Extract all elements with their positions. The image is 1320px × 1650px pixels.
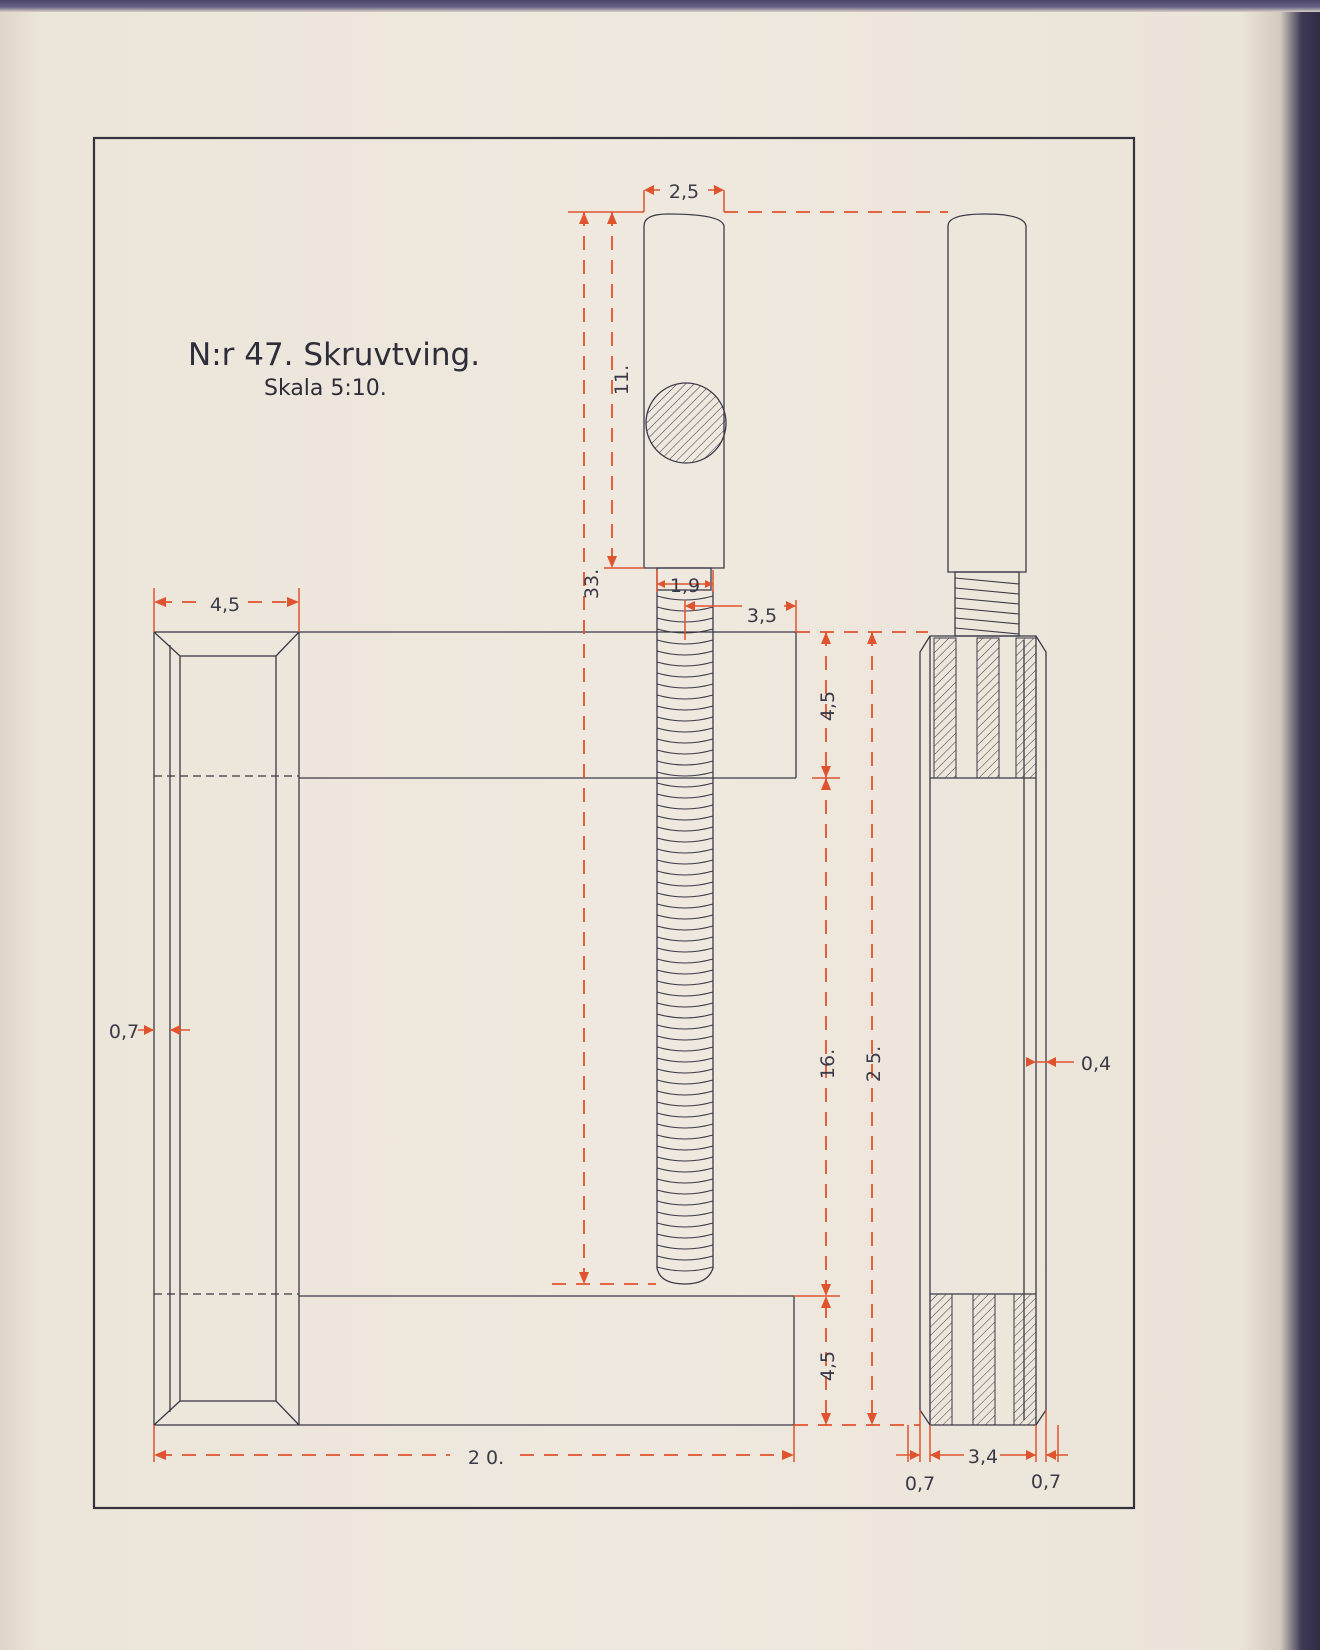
screw-thread-line <box>657 1003 713 1007</box>
screw-thread-line <box>657 915 713 919</box>
screw-thread-line <box>657 1091 713 1095</box>
side-thread-line <box>955 578 1019 584</box>
dim-handle-length: 11. <box>611 364 633 396</box>
dim-screw-length: 33. <box>581 568 603 600</box>
screw-thread-line <box>657 1157 713 1161</box>
dim-handle-width: 2,5 <box>668 181 700 203</box>
screw-thread-line <box>657 1113 713 1117</box>
screw-thread-line <box>657 1102 713 1106</box>
screw-thread-line <box>657 717 713 721</box>
screw-thread-line <box>657 816 713 820</box>
screw-thread-line <box>657 893 713 897</box>
dim-side-bottom-right: 0,7 <box>1030 1471 1062 1493</box>
screw-thread-line <box>657 970 713 974</box>
dim-side-inner-width: 3,4 <box>967 1446 999 1468</box>
side-thread-line <box>955 618 1019 624</box>
screw-thread-line <box>657 684 713 688</box>
screw-thread-line <box>657 1234 713 1238</box>
screw-thread-line <box>657 739 713 743</box>
screw-thread-line <box>657 794 713 798</box>
screw-thread-line <box>657 1069 713 1073</box>
screw-thread-line <box>657 1223 713 1227</box>
side-thread-line <box>955 588 1019 594</box>
screw-thread-line <box>657 1036 713 1040</box>
screw-thread-line <box>657 1190 713 1194</box>
side-thread-line <box>955 628 1019 634</box>
screw-thread-line <box>657 640 713 644</box>
dim-inner-opening: 16. <box>817 1048 839 1080</box>
screw-thread-line <box>657 772 713 776</box>
dim-side-bottom-left: 0,7 <box>904 1473 936 1495</box>
dim-jaw-width: 4,5 <box>209 594 241 616</box>
screw-thread-line <box>657 706 713 710</box>
screw-thread-line <box>657 761 713 765</box>
screw-thread-line <box>657 1080 713 1084</box>
dim-total-height: 2 5. <box>863 1045 885 1083</box>
screw-thread-line <box>657 1047 713 1051</box>
screw-thread-line <box>657 838 713 842</box>
screw-thread-line <box>657 1135 713 1139</box>
screw-thread-line <box>657 827 713 831</box>
drawing-title: N:r 47. Skruvtving. <box>188 337 481 373</box>
screw-thread-line <box>657 1124 713 1128</box>
dim-screw-diameter: 1,9 <box>669 575 701 597</box>
screw-thread-line <box>657 959 713 963</box>
dim-total-length: 2 0. <box>467 1447 505 1469</box>
screw-thread-line <box>657 1146 713 1150</box>
screw-thread-line <box>657 1256 713 1260</box>
drawing-scale: Skala 5:10. <box>264 376 387 401</box>
screw-thread-line <box>657 1245 713 1249</box>
screw-thread-line <box>657 783 713 787</box>
screw-thread-line <box>657 1025 713 1029</box>
side-thread-line <box>955 608 1019 614</box>
clamp-frame-front-view <box>154 632 796 1425</box>
screw-thread-line <box>657 1201 713 1205</box>
screw-thread-line <box>657 805 713 809</box>
screw-thread-line <box>657 937 713 941</box>
dim-edge-left: 0,7 <box>108 1021 140 1043</box>
screw-thread-line <box>657 860 713 864</box>
screw-thread-line <box>657 948 713 952</box>
screw-thread-line <box>657 651 713 655</box>
screw-thread-line <box>657 673 713 677</box>
side-thread-line <box>955 598 1019 604</box>
screw-thread-line <box>657 695 713 699</box>
screw-thread-line <box>657 926 713 930</box>
screw-thread-line <box>657 981 713 985</box>
screw-thread-line <box>657 1014 713 1018</box>
dim-jaw-overhang: 3,5 <box>746 605 778 627</box>
screw-thread-line <box>657 904 713 908</box>
screw-thread-line <box>657 728 713 732</box>
screw-thread-line <box>657 1179 713 1183</box>
dim-side-edge: 0,4 <box>1080 1053 1112 1075</box>
screw-thread-line <box>657 849 713 853</box>
dim-jaw-bottom-height: 4,5 <box>817 1350 839 1382</box>
screw-thread-line <box>657 1267 713 1271</box>
screw-thread-line <box>657 871 713 875</box>
screw-thread-line <box>657 662 713 666</box>
screw-thread-line <box>657 750 713 754</box>
clamp-side-view <box>920 214 1046 1425</box>
dim-jaw-top-height: 4,5 <box>817 690 839 722</box>
screw-front-view <box>644 214 726 1284</box>
screw-thread-line <box>657 882 713 886</box>
screw-thread-line <box>657 1058 713 1062</box>
screw-thread-line <box>657 992 713 996</box>
screw-thread-line <box>657 1168 713 1172</box>
screw-thread-line <box>657 1212 713 1216</box>
